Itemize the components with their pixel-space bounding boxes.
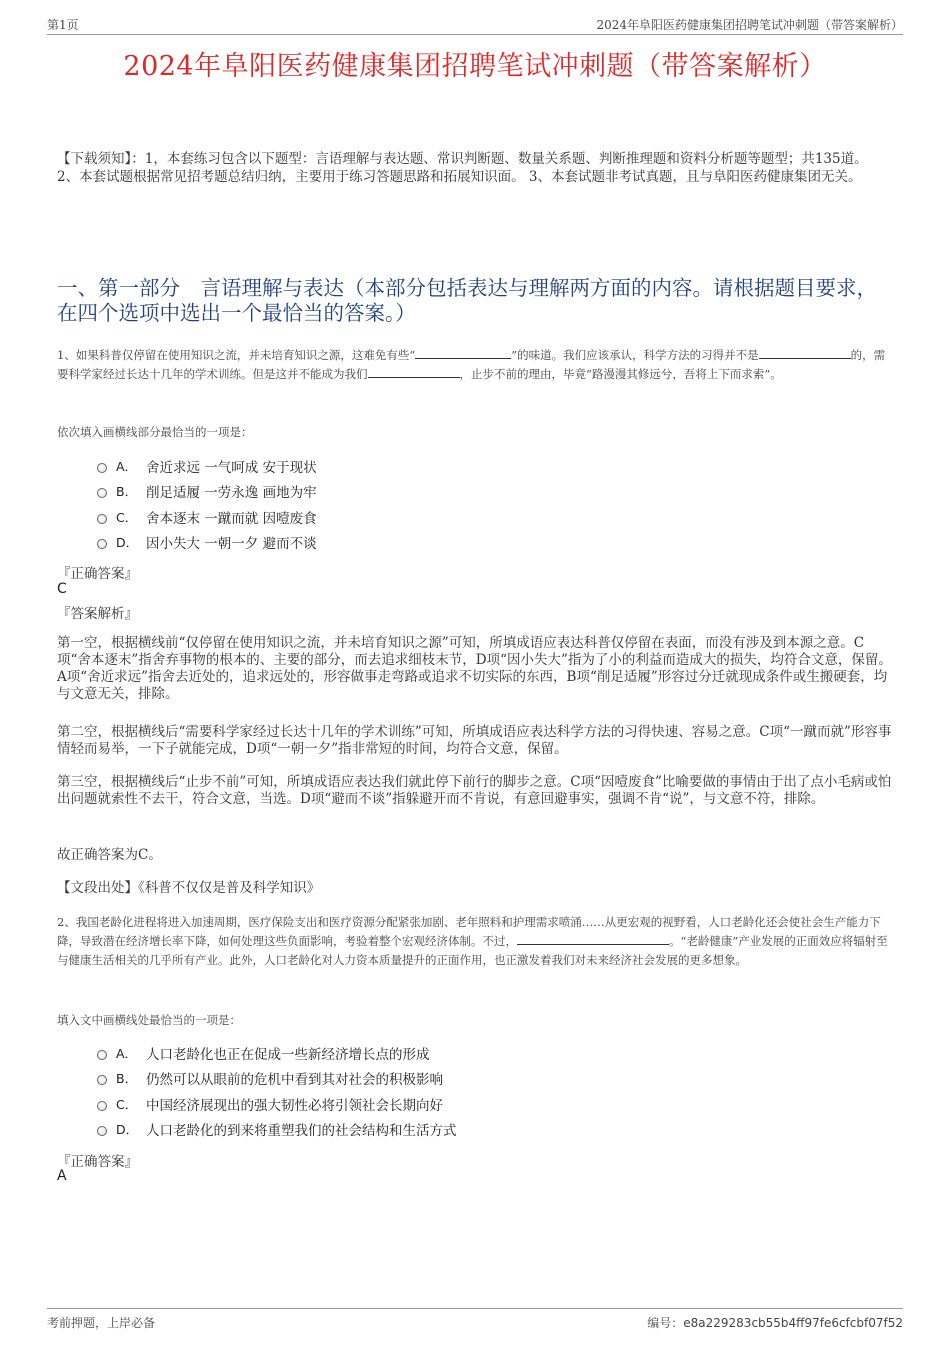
answer-tag: 『正确答案』 <box>57 1154 138 1170</box>
option-letter: B． <box>116 1071 138 1087</box>
option-text: 因小失大 一朝一夕 避而不谈 <box>146 536 317 553</box>
option-text: 中国经济展现出的强大韧性必将引领社会长期向好 <box>146 1097 443 1114</box>
correct-answer: A <box>57 1168 67 1184</box>
radio-icon[interactable] <box>97 1101 107 1111</box>
question-2-stem <box>57 913 895 970</box>
code-value: e8a229283cb55b4ff97fe6cfcbf07f52 <box>683 1316 903 1330</box>
analysis-tag: 『答案解析』 <box>57 606 138 622</box>
option-letter: D． <box>116 1122 139 1138</box>
correct-answer: C <box>57 581 67 597</box>
option-letter: C． <box>116 509 138 525</box>
option-d[interactable] <box>97 1117 457 1143</box>
radio-icon[interactable] <box>97 514 107 524</box>
option-letter: B． <box>116 484 138 500</box>
option-d[interactable] <box>97 530 317 556</box>
question-1-stem <box>57 346 895 384</box>
option-text: 人口老龄化的到来将重塑我们的社会结构和生活方式 <box>146 1123 457 1140</box>
radio-icon[interactable] <box>97 539 107 549</box>
option-a[interactable] <box>97 1040 457 1066</box>
question-1-options <box>97 453 317 555</box>
page-number: 第1页 <box>47 18 79 32</box>
option-b[interactable] <box>97 1066 457 1092</box>
question-1-text-d: ，止步不前的理由，毕竟“路漫漫其修远兮，吾将上下而求索”。 <box>459 367 782 381</box>
option-text: 削足适履 一劳永逸 画地为牢 <box>146 485 317 502</box>
question-2-prompt: 填入文中画横线处最恰当的一项是： <box>57 1013 241 1027</box>
fill-blank-2 <box>759 346 851 359</box>
option-c[interactable] <box>97 1091 457 1117</box>
radio-icon[interactable] <box>97 488 107 498</box>
analysis-paragraph-3: 第三空，根据横线后“止步不前”可知，所填成语应表达我们就此停下前行的脚步之意。C项“因噎废食”比喻要做的事情由于出了点小毛病或怕出问题就索性不去干，符合文意，当选。D项“避而不谈”指躲避开而不肯说，有意回避事实，强调不肯“说”，与文意不符，排除。 <box>57 774 892 807</box>
section-heading: 一、第一部分 言语理解与表达（本部分包括表达与理解两方面的内容。请根据题目要求，在四个选项中选出一个最恰当的答案。） <box>57 276 877 325</box>
page-footer <box>47 1308 903 1329</box>
analysis-paragraph-1: 第一空，根据横线前“仅停留在使用知识之流，并未培育知识之源”可知，所填成语应表达科普仅停留在表面，而没有涉及到本源之意。C项“舍本逐末”指舍弃事物的根本的、主要的部分，而去追求细枝末节，D项“因小失大”指为了小的利益而造成大的损失，均符合文意，保留。A项“舍近求远”指舍去近处的，追求远处的，形容做事走弯路或追求不切实际的东西，B项“削足适履”形容过分迁就现成条件或生搬硬套，均与文意无关，排除。 <box>57 635 892 702</box>
option-text: 人口老龄化也正在促成一些新经济增长点的形成 <box>146 1046 430 1063</box>
analysis-paragraph-2: 第二空，根据横线后“需要科学家经过长达十几年的学术训练”可知，所填成语应表达科学方法的习得快速、容易之意。C项“一蹴而就”形容事情轻而易举，一下子就能完成，D项“一朝一夕”指非常短的时间，均符合文意，保留。 <box>57 724 892 757</box>
option-text: 舍近求远 一气呵成 安于现状 <box>146 459 317 476</box>
header-doc-title: 2024年阜阳医药健康集团招聘笔试冲刺题（带答案解析） <box>596 18 903 32</box>
radio-icon[interactable] <box>97 1126 107 1136</box>
option-letter: A． <box>116 1045 138 1061</box>
fill-blank-1 <box>415 346 511 359</box>
radio-icon[interactable] <box>97 1050 107 1060</box>
analysis-conclusion: 故正确答案为C。 <box>57 847 162 863</box>
option-text: 仍然可以从眼前的危机中看到其对社会的积极影响 <box>146 1072 443 1089</box>
option-letter: C． <box>116 1096 138 1112</box>
option-text: 舍本逐末 一蹴而就 因噎废食 <box>146 510 317 527</box>
option-c[interactable] <box>97 504 317 530</box>
fill-blank-q2 <box>517 932 669 945</box>
page-header <box>47 14 903 35</box>
download-notice: 【下载须知】：1，本套练习包含以下题型：言语理解与表达题、常识判断题、数量关系题、判断推理题和资料分析题等题型；共135道。 2、本套试题根据常见招考题总结归纳，主要用于练习答题思路和拓展知识面。 3、本套试题非考试真题，且与阜阳医药健康集团无关。 <box>57 151 868 185</box>
question-1-text-c: 的，需要科学家经过长达十几年的学术训练。但是这并不能成为我们 <box>57 348 886 381</box>
fill-blank-3 <box>368 365 460 378</box>
answer-tag: 『正确答案』 <box>57 566 138 582</box>
option-a[interactable] <box>97 453 317 479</box>
radio-icon[interactable] <box>97 1075 107 1085</box>
document-code <box>647 1314 903 1331</box>
option-letter: D． <box>116 535 139 551</box>
document-title: 2024年阜阳医药健康集团招聘笔试冲刺题（带答案解析） <box>123 51 827 82</box>
question-2-text-a: 2、我国老龄化进程将进入加速周期，医疗保险支出和医疗资源分配紧张加剧、老年照料和护理需求喷涌……从更宏观的视野看，人口老龄化还会使社会生产能力下降，导致潜在经济增长率下降，如何处理这些负面影响，考验着整个宏观经济体制。不过， <box>57 915 881 948</box>
question-1-text-a: 1、如果科普仅停留在使用知识之流，并未培育知识之源，这难免有些“ <box>57 348 416 362</box>
footer-slogan: 考前押题，上岸必备 <box>47 1316 156 1330</box>
radio-icon[interactable] <box>97 463 107 473</box>
code-label: 编号： <box>647 1316 684 1330</box>
question-1-prompt: 依次填入画横线部分最恰当的一项是： <box>57 425 253 439</box>
option-b[interactable] <box>97 479 317 505</box>
question-2-text-b: 。“老龄健康”产业发展的正面效应将辐射至与健康生活相关的几乎所有产业。此外，人口老龄化对人力资本质量提升的正面作用，也正激发着我们对未来经济社会发展的更多想象。 <box>57 934 888 967</box>
question-2-options <box>97 1040 457 1142</box>
question-1-text-b: ”的味道。我们应该承认，科学方法的习得并不是 <box>511 348 759 362</box>
option-letter: A． <box>116 458 138 474</box>
source-citation: 【文段出处】《科普不仅仅是普及科学知识》 <box>57 880 321 896</box>
